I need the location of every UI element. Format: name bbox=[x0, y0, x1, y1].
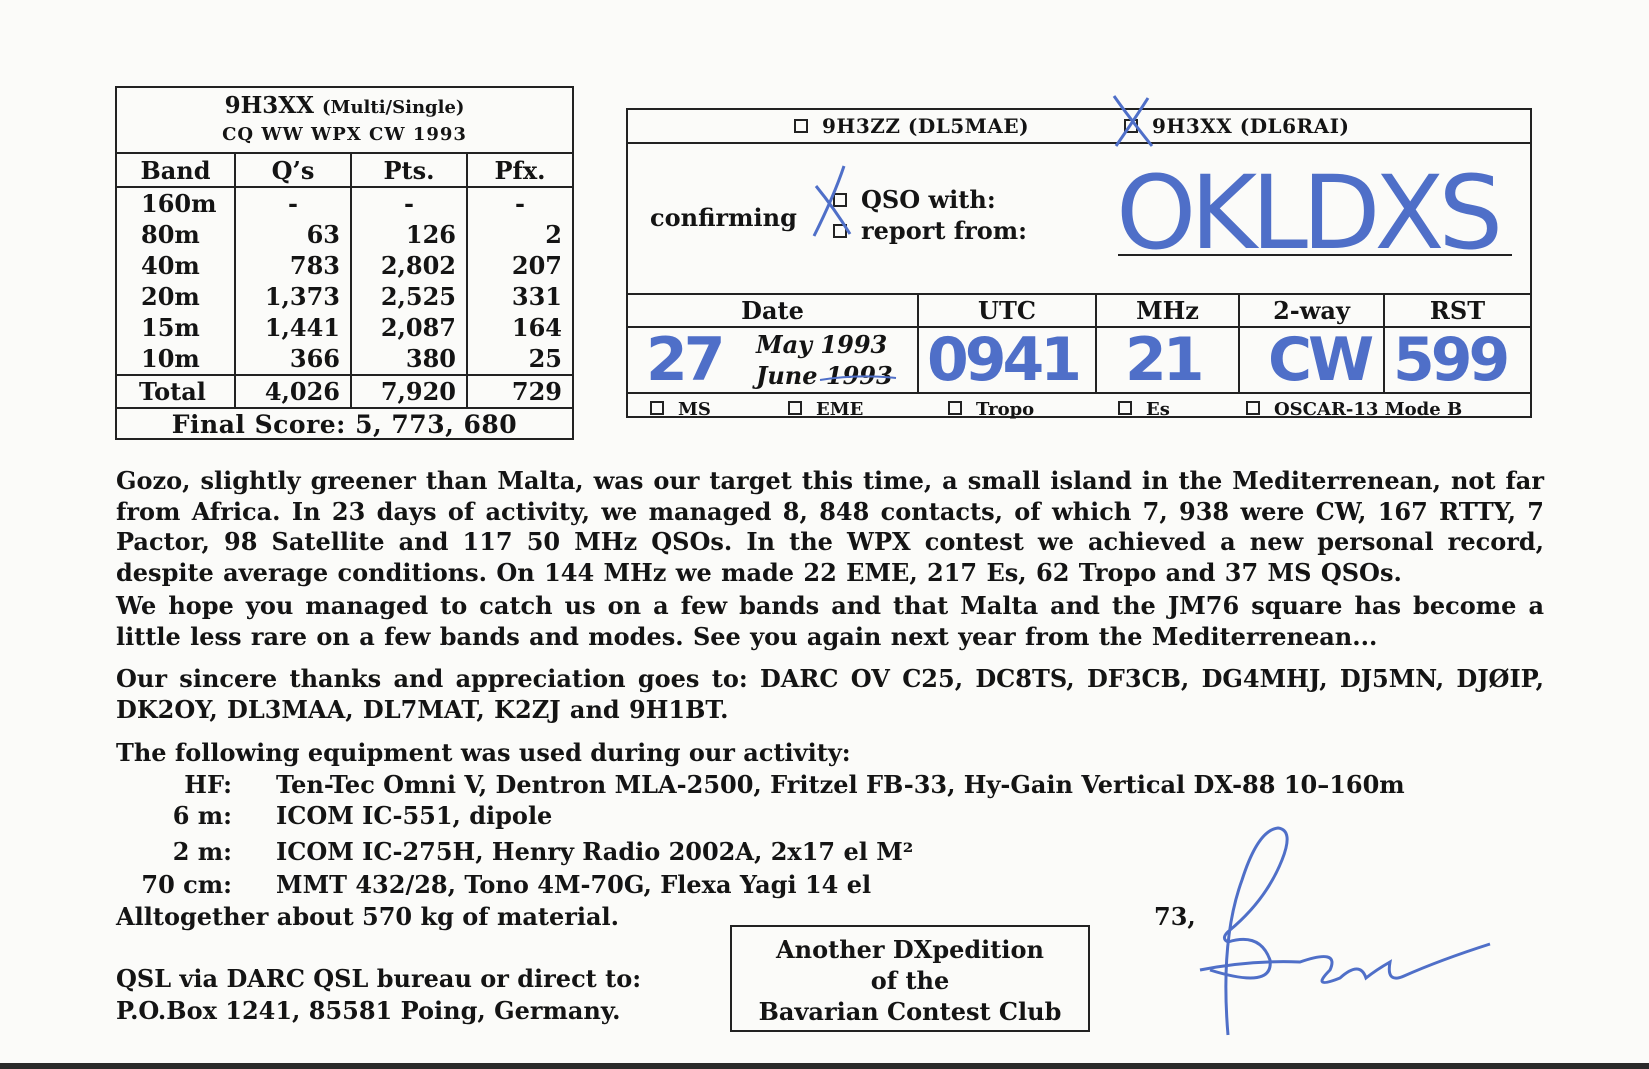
table-row bbox=[117, 343, 572, 375]
final-score-value: 5, 773, 680 bbox=[355, 410, 518, 439]
paragraph-hope: We hope you managed to catch us on a few bands and that Malta and the JM76 square has become a little less rare on a few bands and modes. See you again next year from the Mediterrenean... bbox=[116, 591, 1544, 651]
checkbox-icon bbox=[788, 401, 802, 415]
band-cell: 40m bbox=[117, 250, 235, 281]
twoway-cell bbox=[1239, 327, 1384, 392]
equipment-value: MMT 432/28, Tono 4M-70G, Flexa Yagi 14 el bbox=[276, 870, 872, 899]
final-score-label: Final Score: bbox=[171, 410, 346, 439]
col-rst: RST bbox=[1384, 295, 1530, 327]
qs-cell: 366 bbox=[235, 343, 351, 375]
mode-ms bbox=[650, 399, 711, 420]
pts-cell: 380 bbox=[351, 343, 467, 375]
qs-cell: 1,373 bbox=[235, 281, 351, 312]
col-2way: 2-way bbox=[1239, 295, 1384, 327]
pts-cell: 2,802 bbox=[351, 250, 467, 281]
col-qs: Q’s bbox=[235, 154, 351, 187]
mhz-cell bbox=[1096, 327, 1239, 392]
report-from-label: report from: bbox=[861, 216, 1028, 245]
score-table bbox=[115, 86, 574, 440]
bcc-line-1: Another DXpedition bbox=[776, 935, 1044, 964]
pfx-cell: 207 bbox=[511, 251, 562, 280]
col-band: Band bbox=[117, 154, 235, 187]
table-row bbox=[117, 219, 572, 250]
operator-row bbox=[628, 110, 1530, 144]
checkbox-icon bbox=[1118, 401, 1132, 415]
equipment-value: ICOM IC-275H, Henry Radio 2002A, 2x17 el M² bbox=[276, 837, 914, 866]
date-cell bbox=[628, 327, 918, 392]
mode-es bbox=[1118, 399, 1170, 420]
pfx-cell: 2 bbox=[545, 220, 562, 249]
equipment-label: 2 m: bbox=[172, 837, 232, 866]
band-cell: 80m bbox=[117, 219, 235, 250]
confirming-label: confirming bbox=[650, 203, 797, 232]
total-row bbox=[117, 375, 572, 407]
mode-oscar bbox=[1246, 399, 1462, 420]
score-header bbox=[117, 88, 572, 154]
handwritten-callsign: OKLDXS bbox=[1116, 154, 1498, 273]
mode-tropo bbox=[948, 399, 1034, 420]
pts-cell: - bbox=[351, 187, 467, 219]
final-score bbox=[117, 407, 572, 441]
score-callsign-line bbox=[117, 88, 572, 122]
checkbox-icon bbox=[650, 401, 664, 415]
col-utc: UTC bbox=[918, 295, 1096, 327]
qs-cell: 63 bbox=[235, 219, 351, 250]
equipment-label: HF: bbox=[184, 770, 232, 799]
qso-with-label: QSO with: bbox=[861, 185, 996, 214]
equipment-value: ICOM IC-551, dipole bbox=[276, 801, 553, 830]
twoway-value: CW bbox=[1268, 327, 1371, 392]
pfx-cell: 331 bbox=[511, 282, 562, 311]
total-pfx: 729 bbox=[467, 375, 572, 407]
bcc-line-3: Bavarian Contest Club bbox=[758, 997, 1062, 1026]
utc-value: 0941 bbox=[927, 327, 1078, 392]
strike-through-mark bbox=[818, 368, 898, 388]
col-mhz: MHz bbox=[1096, 295, 1239, 327]
total-qs: 4,026 bbox=[235, 375, 351, 407]
pts-cell: 126 bbox=[351, 219, 467, 250]
col-pfx: Pfx. bbox=[467, 154, 572, 187]
band-cell: 160m bbox=[117, 187, 235, 219]
mode-row bbox=[628, 392, 1530, 424]
total-label: Total bbox=[117, 375, 235, 407]
band-cell: 15m bbox=[117, 312, 235, 343]
pfx-cell: 164 bbox=[511, 313, 562, 342]
pfx-cell: 25 bbox=[528, 344, 562, 373]
paragraph-thanks: Our sincere thanks and appreciation goes to: DARC OV C25, DC8TS, DF3CB, DG4MHJ, DJ5MN, DJØIP, DK2OY, DL3MAA, DL7MAT, K2ZJ and 9H1BT. bbox=[116, 664, 1544, 724]
pfx-cell: - bbox=[515, 189, 525, 218]
pts-cell: 2,087 bbox=[351, 312, 467, 343]
qsl-route: QSL via DARC QSL bureau or direct to: bbox=[116, 964, 642, 993]
equipment-label: 70 cm: bbox=[141, 870, 232, 899]
handwritten-x-mark bbox=[808, 162, 858, 240]
callsign: 9H3XX bbox=[224, 92, 314, 119]
table-row bbox=[117, 250, 572, 281]
month-may: May 1993 bbox=[756, 330, 888, 359]
checkbox-icon bbox=[948, 401, 962, 415]
utc-cell bbox=[918, 327, 1096, 392]
date-day: 27 bbox=[646, 327, 722, 392]
seventy-three: 73, bbox=[1154, 902, 1196, 931]
material-note: Alltogether about 570 kg of material. bbox=[116, 902, 620, 931]
confirm-row bbox=[628, 144, 1530, 295]
equipment-value: Ten-Tec Omni V, Dentron MLA-2500, Fritzel FB-33, Hy-Gain Vertical DX-88 10–160m bbox=[276, 770, 1405, 799]
rst-cell bbox=[1384, 327, 1530, 392]
table-row bbox=[117, 187, 572, 219]
checkbox-icon bbox=[1246, 401, 1260, 415]
band-cell: 10m bbox=[117, 343, 235, 375]
mode-eme bbox=[788, 399, 863, 420]
contest-name: CQ WW WPX CW 1993 bbox=[222, 124, 467, 145]
qso-confirmation-box bbox=[626, 108, 1532, 418]
qso-details-table bbox=[628, 295, 1530, 392]
mode-tropo-label: Tropo bbox=[976, 399, 1035, 420]
qs-cell: 783 bbox=[235, 250, 351, 281]
table-row bbox=[117, 281, 572, 312]
mode-eme-label: EME bbox=[816, 399, 864, 420]
bcc-box bbox=[730, 925, 1090, 1032]
operator-1-label: 9H3ZZ (DL5MAE) bbox=[822, 114, 1030, 138]
table-row bbox=[117, 312, 572, 343]
month-june: June 1993 bbox=[756, 361, 893, 390]
handwritten-signature bbox=[1190, 820, 1510, 1050]
callsign-underline bbox=[1118, 254, 1512, 256]
bcc-line-2: of the bbox=[870, 966, 950, 995]
report-from-option bbox=[833, 216, 1027, 245]
col-date: Date bbox=[628, 295, 918, 327]
category: (Multi/Single) bbox=[322, 97, 465, 118]
operator-option-1 bbox=[794, 114, 1029, 138]
score-grid bbox=[117, 154, 572, 407]
paragraph-trip: Gozo, slightly greener than Malta, was our target this time, a small island in the Mediterrenean, not far from Africa. In 23 days of activity, we managed 8, 848 contacts, of which 7, 938 were CW, 167 RTTY, 7 Pactor, 98 Satellite and 117 50 MHz QSOs. In the WPX contest we achieved a new personal record, despite average conditions. On 144 MHz we made 22 EME, 217 Es, 62 Tropo and 37 MS QSOs. bbox=[116, 466, 1544, 587]
checkbox-icon bbox=[794, 119, 808, 133]
mode-oscar-label: OSCAR-13 Mode B bbox=[1274, 399, 1463, 420]
operator-2-label: 9H3XX (DL6RAI) bbox=[1152, 114, 1350, 138]
qs-cell: 1,441 bbox=[235, 312, 351, 343]
mode-ms-label: MS bbox=[678, 399, 711, 420]
mhz-value: 21 bbox=[1125, 327, 1201, 392]
equipment-label: 6 m: bbox=[172, 801, 232, 830]
rst-value: 599 bbox=[1393, 327, 1507, 392]
pts-cell: 2,525 bbox=[351, 281, 467, 312]
mode-es-label: Es bbox=[1146, 399, 1170, 420]
col-pts: Pts. bbox=[351, 154, 467, 187]
equipment-intro: The following equipment was used during our activity: bbox=[116, 738, 851, 767]
qsl-address: P.O.Box 1241, 85581 Poing, Germany. bbox=[116, 996, 621, 1025]
handwritten-x-mark bbox=[1108, 92, 1158, 150]
total-pts: 7,920 bbox=[351, 375, 467, 407]
qs-cell: - bbox=[235, 187, 351, 219]
band-cell: 20m bbox=[117, 281, 235, 312]
